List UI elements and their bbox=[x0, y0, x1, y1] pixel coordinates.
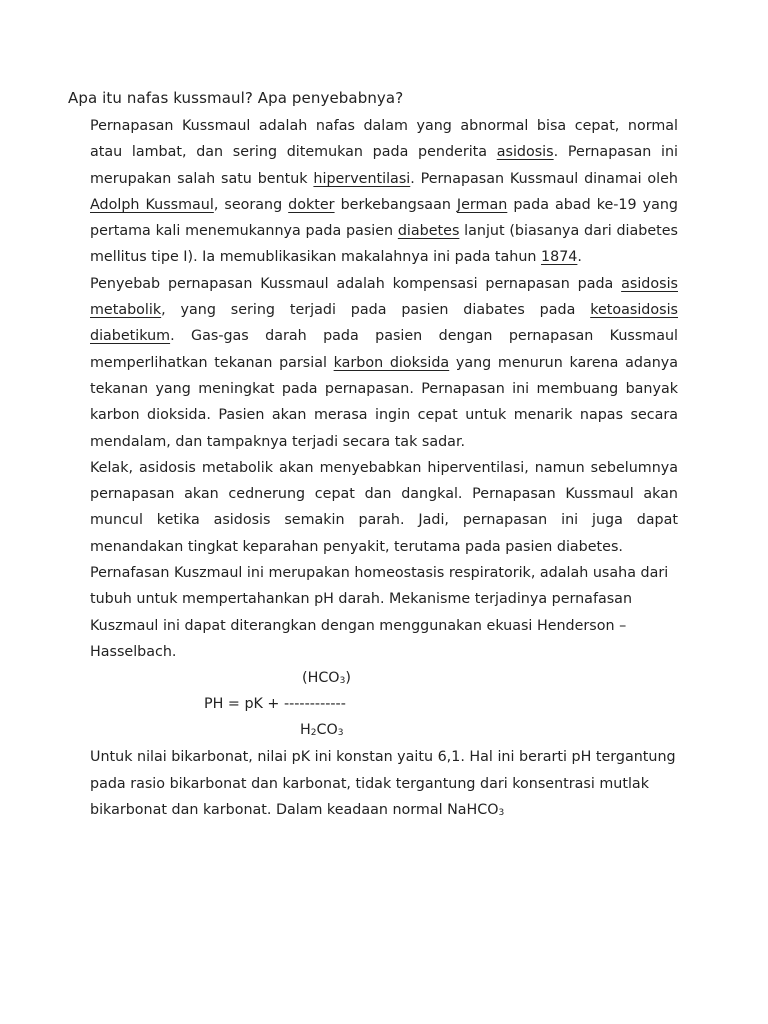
henderson-hasselbach-formula bbox=[90, 665, 678, 744]
text-segment: berkebangsaan bbox=[334, 196, 457, 213]
text-segment: Penyebab pernapasan Kussmaul adalah kompensasi pernapasan pada bbox=[90, 275, 622, 292]
paragraph-cause bbox=[90, 271, 678, 455]
link-karbon-dioksida[interactable]: karbon dioksida bbox=[333, 354, 450, 371]
text-segment: Pernapasan Kussmaul adalah nafas dalam yang abnormal bisa cepat, normal atau lambat, dan sering ditemukan pada penderita bbox=[90, 118, 678, 161]
paragraph-definition bbox=[90, 113, 678, 271]
text-segment: . Pernapasan ini merupakan salah satu bentuk bbox=[90, 144, 678, 187]
link-dokter[interactable]: dokter bbox=[288, 196, 335, 213]
text-segment: . Gas-gas darah pada pasien dengan pernapasan Kussmaul memperlihatkan tekanan parsial bbox=[90, 328, 678, 371]
formula-text: CO bbox=[316, 722, 338, 739]
article-body bbox=[90, 113, 678, 826]
link-hiperventilasi[interactable]: hiperventilasi bbox=[313, 170, 411, 187]
formula-subscript: 3 bbox=[498, 807, 505, 818]
link-asidosis[interactable]: asidosis bbox=[496, 144, 554, 161]
formula-text: (HCO bbox=[302, 670, 340, 687]
text-segment: pada abad ke-19 yang pertama kali menemukannya pada pasien bbox=[90, 196, 678, 240]
text-segment: lanjut (biasanya dari diabetes mellitus tipe I). Ia memublikasikan makalahnya ini pada tahun bbox=[90, 223, 678, 266]
formula-subscript: 2 bbox=[310, 728, 317, 739]
formula-text: H bbox=[300, 722, 311, 739]
link-ketoasidosis-diabetikum[interactable]: ketoasidosis diabetikum bbox=[90, 302, 678, 345]
link-1874[interactable]: 1874 bbox=[541, 249, 578, 266]
formula-subscript: 3 bbox=[339, 676, 346, 687]
link-jerman[interactable]: Jerman bbox=[456, 196, 508, 213]
formula-numerator bbox=[302, 665, 351, 694]
link-adolph-kussmaul[interactable]: Adolph Kussmaul bbox=[90, 196, 214, 213]
text-segment: . Pernapasan Kussmaul dinamai oleh bbox=[410, 170, 678, 187]
text-segment: Untuk nilai bikarbonat, nilai pK ini konstan yaitu 6,1. Hal ini berarti pH tergantung pada rasio bikarbonat dan karbonat, tidak tergantung dari konsentrasi mutlak bikarbonat dan karbonat. Dalam keadaan normal NaHCO bbox=[90, 749, 676, 818]
paragraph-bicarbonate bbox=[90, 744, 678, 826]
formula-equation-line: PH = pK + ------------ bbox=[204, 696, 346, 713]
text-segment: , seorang bbox=[213, 196, 289, 213]
paragraph-progression: Kelak, asidosis metabolik akan menyebabkan hiperventilasi, namun sebelumnya pernapasan akan cednerung cepat dan dangkal. Pernapasan Kussmaul akan muncul ketika asidosis semakin parah. Jadi, pernapasan ini juga dapat menandakan tingkat keparahan penyakit, terutama pada pasien diabetes. bbox=[90, 459, 678, 555]
link-asidosis-metabolik[interactable]: asidosis metabolik bbox=[90, 275, 678, 319]
formula-text: ) bbox=[345, 670, 351, 687]
formula-denominator bbox=[300, 717, 343, 746]
text-segment: yang menurun karena adanya tekanan yang meningkat pada pernapasan. Pernapasan ini membuang banyak karbon dioksida. Pasien akan merasa ingin cepat untuk menarik napas secara mendalam, dan tampaknya terjadi secara tak sadar. bbox=[90, 354, 678, 450]
paragraph-homeostasis: Pernafasan Kuszmaul ini merupakan homeostasis respiratorik, adalah usaha dari tubuh untuk mempertahankan pH darah. Mekanisme terjadinya pernafasan Kuszmaul ini dapat diterangkan dengan menggunakan ekuasi Henderson – Hasselbach. bbox=[90, 565, 669, 660]
text-segment: , yang sering terjadi pada pasien diabates pada bbox=[161, 302, 591, 319]
formula-subscript: 3 bbox=[337, 728, 344, 739]
link-diabetes[interactable]: diabetes bbox=[397, 223, 460, 240]
question-heading: Apa itu nafas kussmaul? Apa penyebabnya? bbox=[68, 89, 404, 107]
text-segment: . bbox=[577, 249, 582, 266]
